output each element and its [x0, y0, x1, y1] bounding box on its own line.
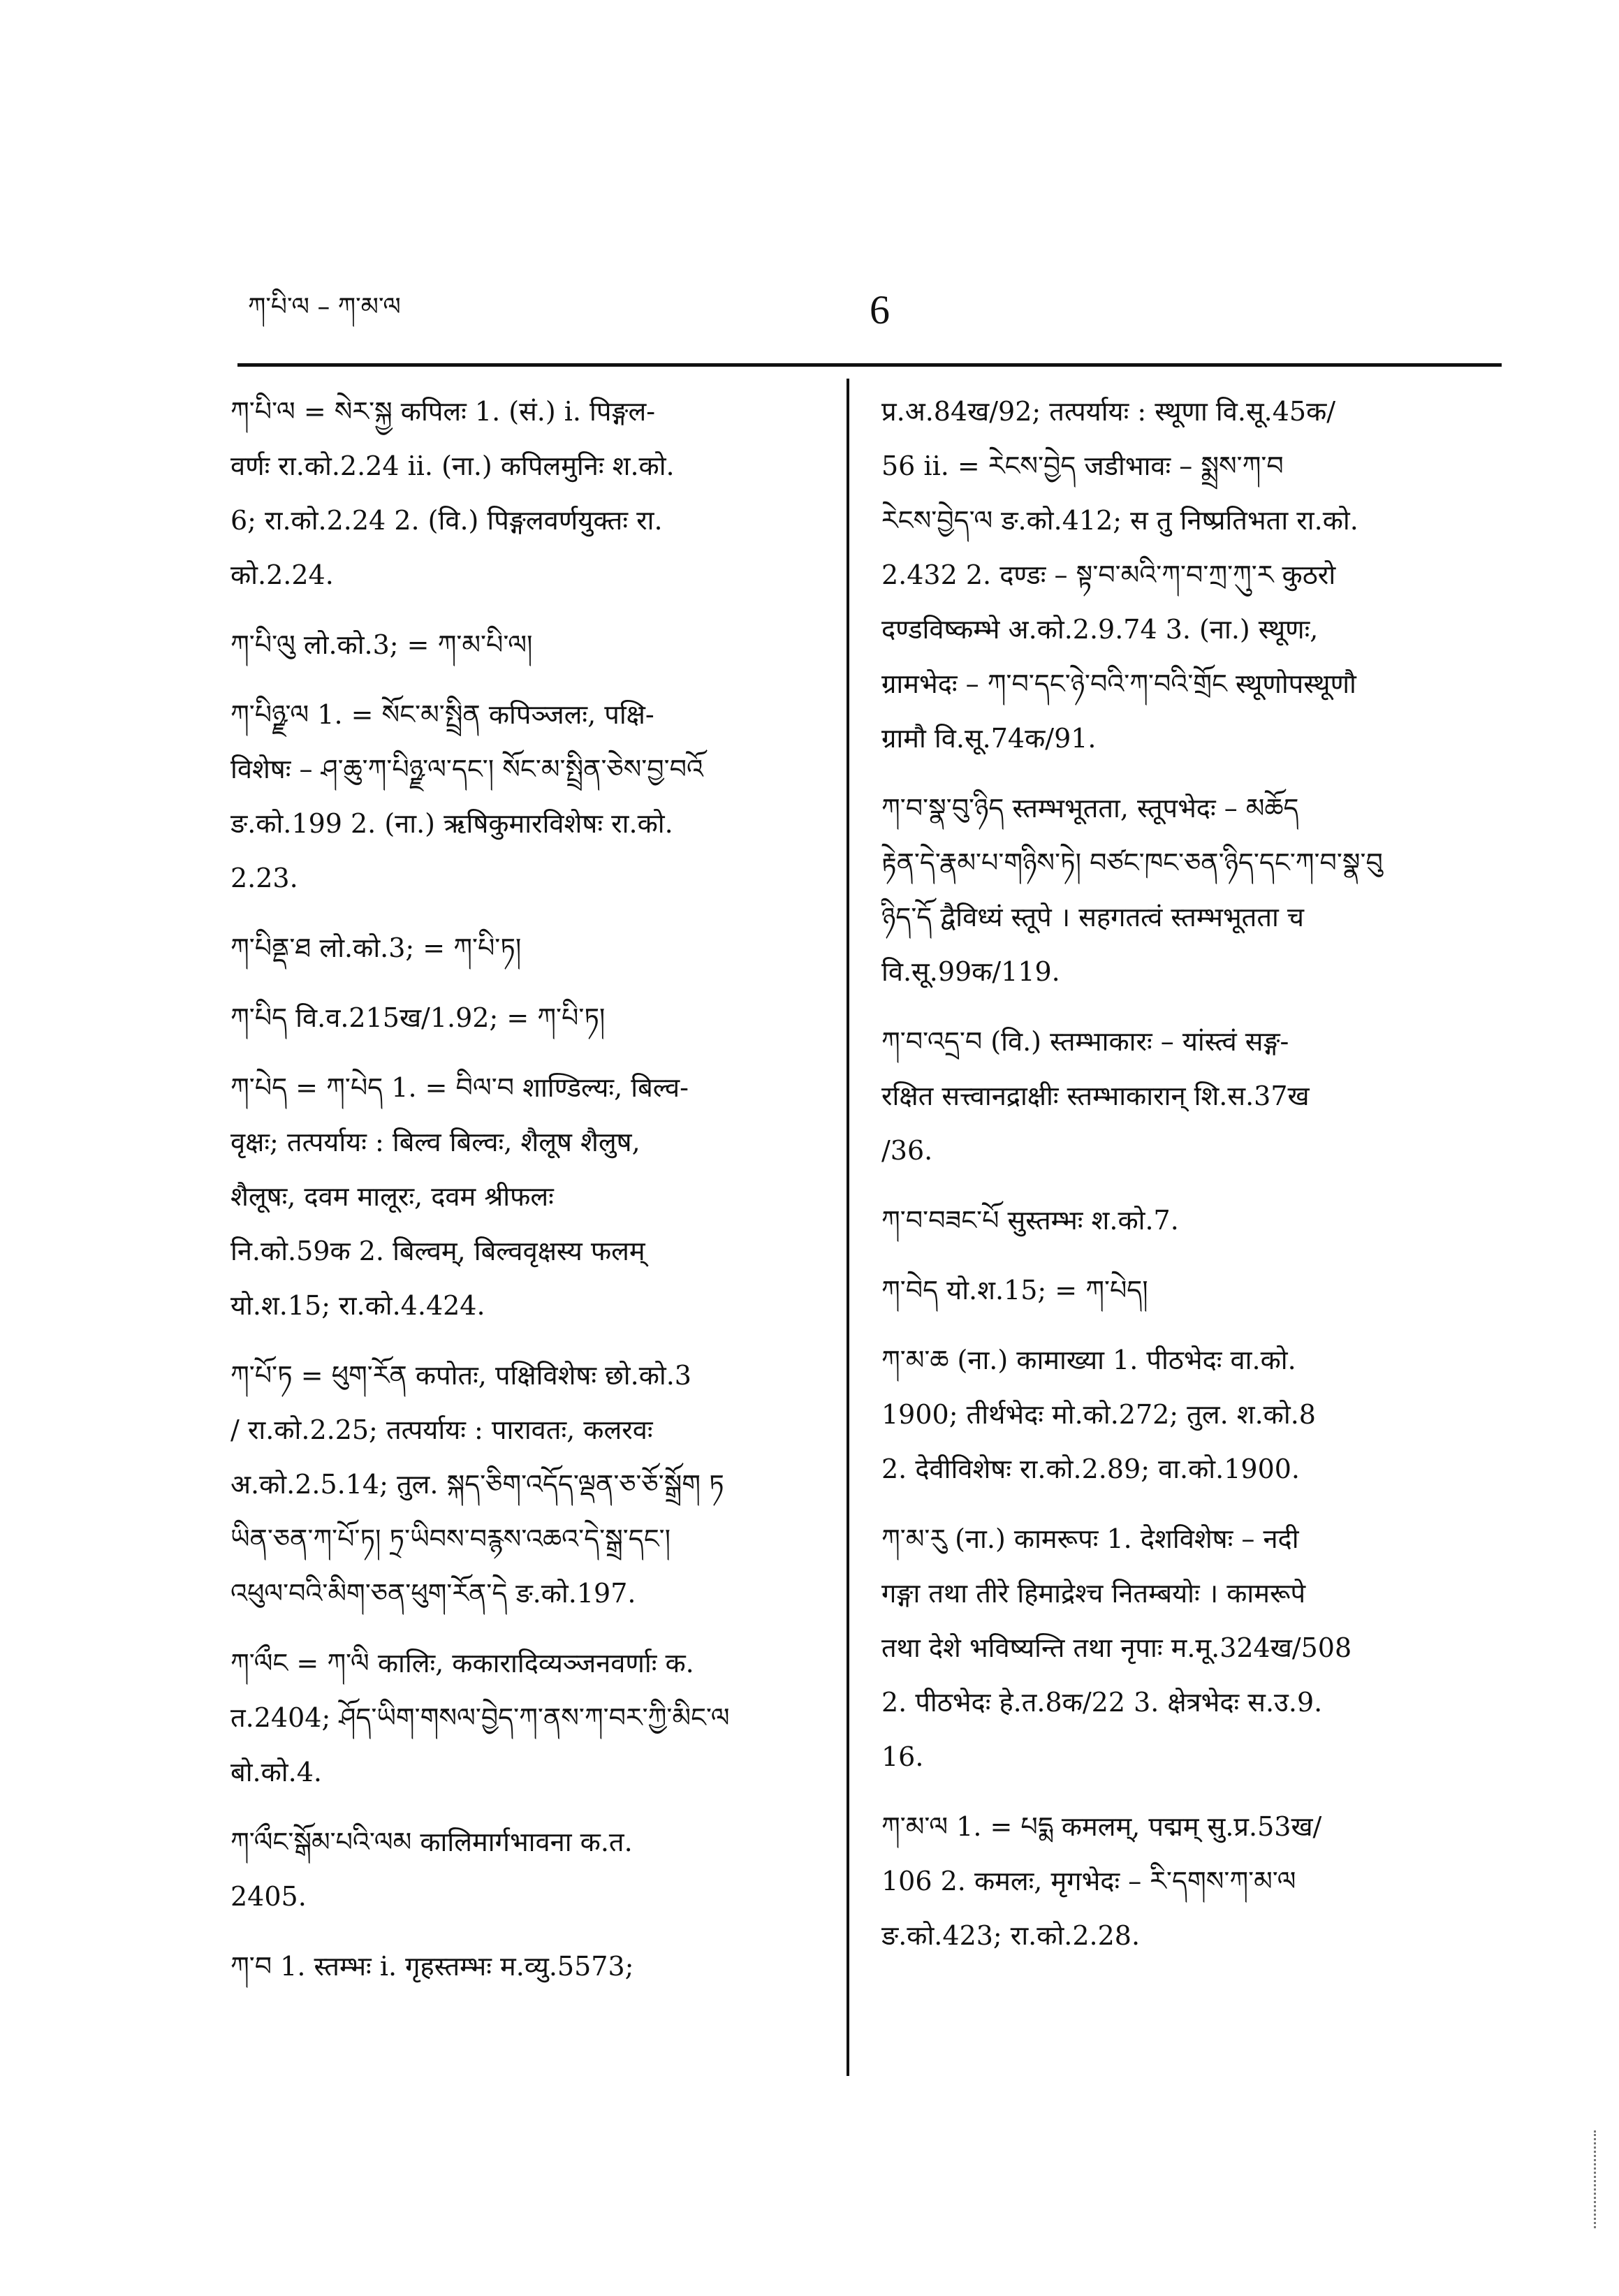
entry-line: तथा देशे भविष्यन्ति तथा नृपाः म.मू.324ख/508: [881, 1632, 1352, 1663]
entry-headline: ཀ་པི་ལ = སེར་སྐྱ कपिलः 1. (सं.) i. पिङ्गल-: [230, 396, 656, 427]
entry-headline: प्र.अ.84ख/92; तत्पर्यायः : स्थूणा वि.सू.45क/: [881, 396, 1336, 427]
entry-line: वर्णः रा.को.2.24 ii. (ना.) कपिलमुनिः श.को.: [230, 451, 675, 481]
entry-line: འཕུལ་བའི་མིག་ཅན་ཕུག་རོན་དེ ङ.को.197.: [230, 1578, 636, 1609]
entry-line: ཡིན་ཅན་ཀ་པོ་ཏ། ཏྲ་ཡིབས་བརྙས་འཆའ་དེ་སྒྲ་དང་།: [230, 1523, 671, 1554]
entry-headline: ཀ་ལྀང = ཀ་ལི कालिः, ककारादिव्यञ्जनवर्णाः क.: [230, 1648, 694, 1679]
entry-line: 6; रा.को.2.24 2. (वि.) पिङ्गलवर्णयुक्तः रा.: [230, 505, 663, 536]
dictionary-entry: [881, 1193, 1496, 1248]
entry-line: अ.को.2.5.14; तुल. སྐད་ཅིག་འདོད་ལྡན་ཅ་ཅོ་སྒྲོག ཏ: [230, 1469, 724, 1500]
entry-line: 56 ii. = རེངས་བྱེད जडीभावः – སྨྲས་ཀ་བ: [881, 451, 1284, 481]
dictionary-entry: [230, 1939, 828, 1994]
entry-line: ङ.को.423; रा.को.2.28.: [881, 1920, 1141, 1951]
entry-headline: ཀ་བ 1. स्तम्भः i. गृहस्तम्भः म.व्यु.5573;: [230, 1951, 634, 1982]
entry-line: वि.सू.99क/119.: [881, 956, 1060, 987]
entry-headline: ཀ་མ་ལ 1. = པདྨ कमलम्, पद्मम् सु.प्र.53ख/: [881, 1811, 1322, 1842]
entry-headline: ཀ་པི་ལུ लो.को.3; = ཀ་མ་པི་ལ།: [230, 629, 533, 660]
left-column: [230, 384, 828, 2009]
dictionary-entry: [230, 990, 828, 1045]
entry-line: 2.23.: [230, 863, 298, 893]
entry-line: ग्रामौ वि.सू.74क/91.: [881, 723, 1097, 754]
dictionary-entry: [230, 1815, 828, 1924]
entry-line: /36.: [881, 1135, 933, 1166]
entry-line: गङ्गा तथा तीरे हिमाद्रेश्च नितम्बयोः । कामरूपे: [881, 1578, 1306, 1609]
entry-line: यो.श.15; रा.को.4.424.: [230, 1290, 485, 1321]
entry-line: ङ.को.199 2. (ना.) ऋषिकुमारविशेषः रा.को.: [230, 808, 673, 839]
dictionary-entry: [230, 1348, 828, 1621]
entry-headline: ཀ་པེད = ཀ་པེད 1. = བིལ་བ शाण्डिल्यः, बिल्व-: [230, 1072, 689, 1103]
entry-headline: ཀ་བ་སྣ་བུ་ཉིད स्तम्भभूतता, स्तूपभेदः – མཆོད: [881, 793, 1299, 824]
entry-line: नि.को.59क 2. बिल्वम्, बिल्ववृक्षस्य फलम्: [230, 1236, 645, 1266]
entry-headline: ཀ་མ་རུ (ना.) कामरूपः 1. देशविशेषः – नदी: [881, 1523, 1299, 1554]
dictionary-entry: [230, 617, 828, 672]
dictionary-entry: [881, 781, 1496, 999]
entry-line: 2. पीठभेदः हे.त.8क/22 3. क्षेत्रभेदः स.उ.9.: [881, 1687, 1323, 1718]
entry-line: རྟེན་དེ་རྣམ་པ་གཉིས་ཏེ། བཙང་ཁང་ཅན་ཉིད་དང་ཀ་བ་སྣ་བུ: [881, 847, 1383, 878]
dictionary-entry: [881, 1799, 1496, 1963]
entry-headline: ཀ་པོ་ཏ = ཕུག་རོན कपोतः, पक्षिविशेषः छो.को.3: [230, 1360, 691, 1391]
dictionary-entry: [230, 384, 828, 602]
entry-line: बो.को.4.: [230, 1757, 322, 1787]
entry-headline: ཀ་མ་ཆ (ना.) कामाख्या 1. पीठभेदः वा.को.: [881, 1345, 1296, 1375]
entry-headline: ཀ་ལྀང་སྒོམ་པའི་ལམ कालिमार्गभावना क.त.: [230, 1827, 633, 1857]
entry-headline: ཀ་པིནྡ་ཐ लो.को.3; = ཀ་པི་ཏ།: [230, 933, 522, 963]
dictionary-entry: [230, 687, 828, 905]
entry-line: 16.: [881, 1741, 924, 1772]
dictionary-entry: [230, 921, 828, 975]
entry-line: / रा.को.2.25; तत्पर्यायः : पारावतः, कलरवः: [230, 1414, 653, 1445]
entry-headline: ཀ་བ་བཟང་པོ सुस्तम्भः श.को.7.: [881, 1205, 1179, 1236]
entry-line: ग्रामभेदः – ཀ་བ་དང་ཉེ་བའི་ཀ་བའི་གྲོང स्थूणोपस्थूणौ: [881, 668, 1356, 699]
entry-line: 1900; तीर्थभेदः मो.को.272; तुल. श.को.8: [881, 1399, 1316, 1430]
entry-line: दण्डविष्कम्भे अ.को.2.9.74 3. (ना.) स्थूणः,: [881, 614, 1319, 645]
entry-line: ཉིད་དོ द्वैविध्यं स्तूपे । सहगतत्वं स्तम्भभूतता च: [881, 902, 1305, 933]
dictionary-entry: [881, 1512, 1496, 1784]
entry-line: 106 2. कमलः, मृगभेदः – རི་དགས་ཀ་མ་ལ: [881, 1866, 1296, 1896]
dictionary-entry: [230, 1636, 828, 1799]
entry-line: 2.432 2. दण्डः – སྟ་བ་མའི་ཀ་བ་ཀྲ་ཀུ་ར कुठरो: [881, 560, 1336, 590]
entry-line: शैलूषः, दवम मालूरः, दवम श्रीफलः: [230, 1181, 554, 1212]
dictionary-entry: [881, 1333, 1496, 1496]
dictionary-entry: [881, 384, 1496, 766]
entry-line: त.2404; ཤོད་ཡིག་གསལ་བྱེད་ཀ་ནས་ཀ་བར་ཀྱི་མིང་ལ: [230, 1702, 730, 1733]
entry-line: विशेषः – ཤ་ཆུ་ཀ་པིཉྫ་ལ་དང་། སོང་མ་སྤྲིན་ཅེས་བྱ་བའོ: [230, 754, 703, 784]
dictionary-entry: [881, 1014, 1496, 1178]
column-divider: [847, 379, 849, 2076]
entry-line: 2. देवीविशेषः रा.को.2.89; वा.को.1900.: [881, 1454, 1301, 1484]
entry-line: को.2.24.: [230, 560, 334, 590]
entry-line: རེངས་བྱེད་ལ ङ.को.412; स तु निष्प्रतिभता रा.को.: [881, 505, 1358, 536]
entry-headline: ཀ་པིཉྫ་ལ 1. = སོང་མ་སྤྲིན कपिञ्जलः, पक्षि-: [230, 699, 654, 730]
dictionary-entry: [881, 1263, 1496, 1317]
entry-headline: ཀ་བ་འདྲ་བ (वि.) स्तम्भाकारः – यांस्त्वं सङ्ग-: [881, 1026, 1289, 1057]
entry-headline: ཀ་བེད यो.श.15; = ཀ་པེད།: [881, 1275, 1148, 1306]
running-header-range: ཀ་པི་ལ – ཀ་མ་ལ: [248, 293, 401, 321]
right-column: [881, 384, 1496, 1978]
header-rule: [237, 363, 1502, 367]
dictionary-entry: [230, 1060, 828, 1333]
entry-line: वृक्षः; तत्पर्यायः : बिल्व बिल्वः, शैलूष शैलुष,: [230, 1127, 640, 1157]
page-number: 6: [870, 287, 890, 332]
entry-line: रक्षित सत्त्वानद्राक्षीः स्तम्भाकारान् शि.स.37ख: [881, 1081, 1310, 1111]
entry-headline: ཀ་པིད वि.व.215ख/1.92; = ཀ་པི་ཏ།: [230, 1002, 606, 1033]
entry-line: 2405.: [230, 1881, 307, 1912]
scan-margin-speckle: [1594, 2130, 1598, 2228]
